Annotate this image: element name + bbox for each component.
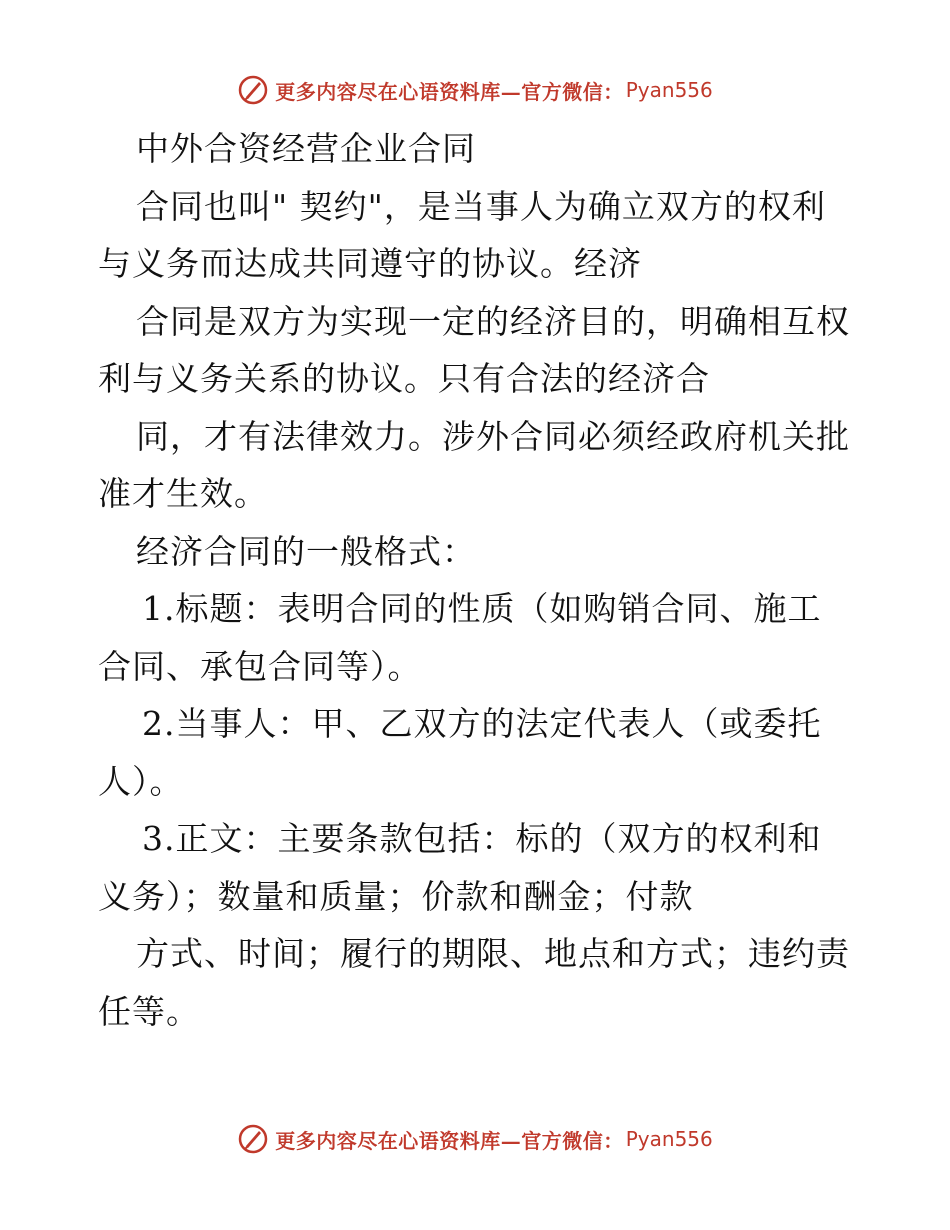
header-banner bbox=[0, 70, 950, 110]
list-item-line: 任等。 bbox=[98, 991, 200, 1031]
banner-text: 更多内容尽在心语资料库—官方微信： bbox=[275, 79, 624, 104]
document-title: 中外合资经营企业合同 bbox=[136, 129, 476, 168]
document-body bbox=[98, 120, 858, 1040]
list-item-line: 人）。 bbox=[98, 761, 184, 801]
section-heading: 经济合同的一般格式： bbox=[136, 531, 476, 571]
paragraph-line: 利与义务关系的协议。只有合法的经济合 bbox=[98, 359, 710, 398]
list-item-line: 2.当事人：甲、乙双方的法定代表人（或委托 bbox=[142, 704, 822, 743]
feather-pen-logo-icon bbox=[237, 1123, 269, 1155]
paragraph-line: 合同也叫" 契约"，是当事人为确立双方的权利 bbox=[136, 186, 826, 226]
paragraph-line: 准才生效。 bbox=[98, 474, 268, 513]
feather-pen-logo-icon bbox=[237, 74, 269, 106]
footer-banner bbox=[0, 1119, 950, 1159]
list-item-line: 义务）；数量和质量；价款和酬金；付款 bbox=[98, 876, 694, 916]
list-item-line: 3.正文：主要条款包括：标的（双方的权利和 bbox=[142, 819, 822, 858]
list-item-line: 1.标题：表明合同的性质（如购销合同、施工 bbox=[142, 589, 822, 628]
banner-wechat-id: Pyan556 bbox=[625, 78, 713, 102]
paragraph-line: 合同是双方为实现一定的经济目的，明确相互权 bbox=[136, 301, 850, 341]
list-item-line: 合同、承包合同等）。 bbox=[98, 646, 422, 686]
paragraph-line: 与义务而达成共同遵守的协议。经济 bbox=[98, 244, 642, 283]
banner-wechat-id: Pyan556 bbox=[625, 1127, 713, 1151]
list-item-line: 方式、时间；履行的期限、地点和方式；违约责 bbox=[136, 934, 850, 973]
banner-text: 更多内容尽在心语资料库—官方微信： bbox=[275, 1128, 624, 1153]
paragraph-line: 同，才有法律效力。涉外合同必须经政府机关批 bbox=[136, 416, 850, 456]
